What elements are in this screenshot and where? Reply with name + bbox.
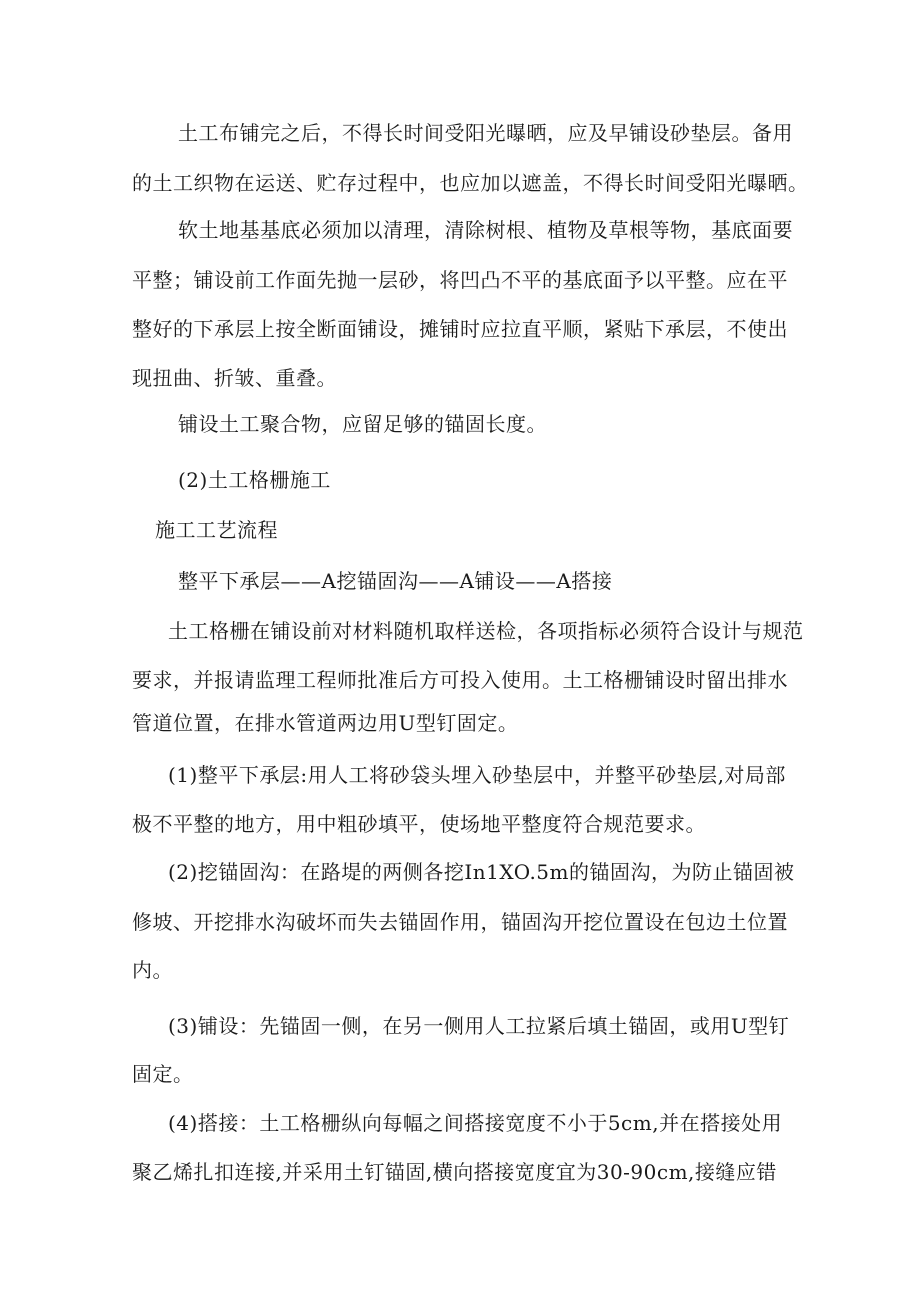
paragraph-line: 现扭曲、折皱、重叠。 — [132, 366, 337, 390]
step-line: 固定。 — [132, 1062, 194, 1086]
step-line: 聚乙烯扎扣连接,并采用土钉锚固,横向搭接宽度宜为30-90cm,接缝应错 — [132, 1160, 777, 1184]
paragraph-line: 要求，并报请监理工程师批准后方可投入使用。土工格栅铺设时留出排水 — [132, 668, 788, 692]
process-flow: 整平下承层——A挖锚固沟——A铺设——A搭接 — [178, 569, 613, 593]
section-heading: (2)土工格栅施工 — [178, 468, 331, 492]
paragraph-line: 土工格栅在铺设前对材料随机取样送检，各项指标必须符合设计与规范 — [168, 619, 804, 643]
step-line: (3)铺设：先锚固一侧，在另一侧用人工拉紧后填土锚固，或用U型钉 — [168, 1014, 790, 1038]
step-line: 极不平整的地方，用中粗砂填平，使场地平整度符合规范要求。 — [132, 812, 706, 836]
step-line: (4)搭接：土工格栅纵向每幅之间搭接宽度不小于5cm,并在搭接处用 — [168, 1111, 783, 1135]
section-subheading: 施工工艺流程 — [155, 518, 278, 542]
paragraph-line: 软土地基基底必须加以清理，清除树根、植物及草根等物，基底面要 — [178, 218, 793, 242]
paragraph-line: 整好的下承层上按全断面铺设，摊铺时应拉直平顺，紧贴下承层，不使出 — [132, 317, 788, 341]
paragraph-line: 的土工织物在运送、贮存过程中，也应加以遮盖，不得长时间受阳光曝晒。 — [132, 171, 809, 195]
paragraph-line: 平整；铺设前工作面先抛一层砂，将凹凸不平的基底面予以平整。应在平 — [132, 268, 788, 292]
step-line: 修坡、开挖排水沟破坏而失去锚固作用，锚固沟开挖位置设在包边土位置 — [132, 910, 788, 934]
step-line: (2)挖锚固沟：在路堤的两侧各挖In1XO.5m的锚固沟，为防止锚固被 — [168, 860, 795, 884]
paragraph-line: 管道位置，在排水管道两边用U型钉固定。 — [132, 711, 519, 735]
paragraph-line: 铺设土工聚合物，应留足够的锚固长度。 — [178, 412, 547, 436]
step-line: (1)整平下承层:用人工将砂袋头埋入砂垫层中，并整平砂垫层,对局部 — [168, 763, 786, 787]
step-line: 内。 — [132, 958, 173, 982]
paragraph-line: 土工布铺完之后，不得长时间受阳光曝晒，应及早铺设砂垫层。备用 — [178, 121, 793, 145]
